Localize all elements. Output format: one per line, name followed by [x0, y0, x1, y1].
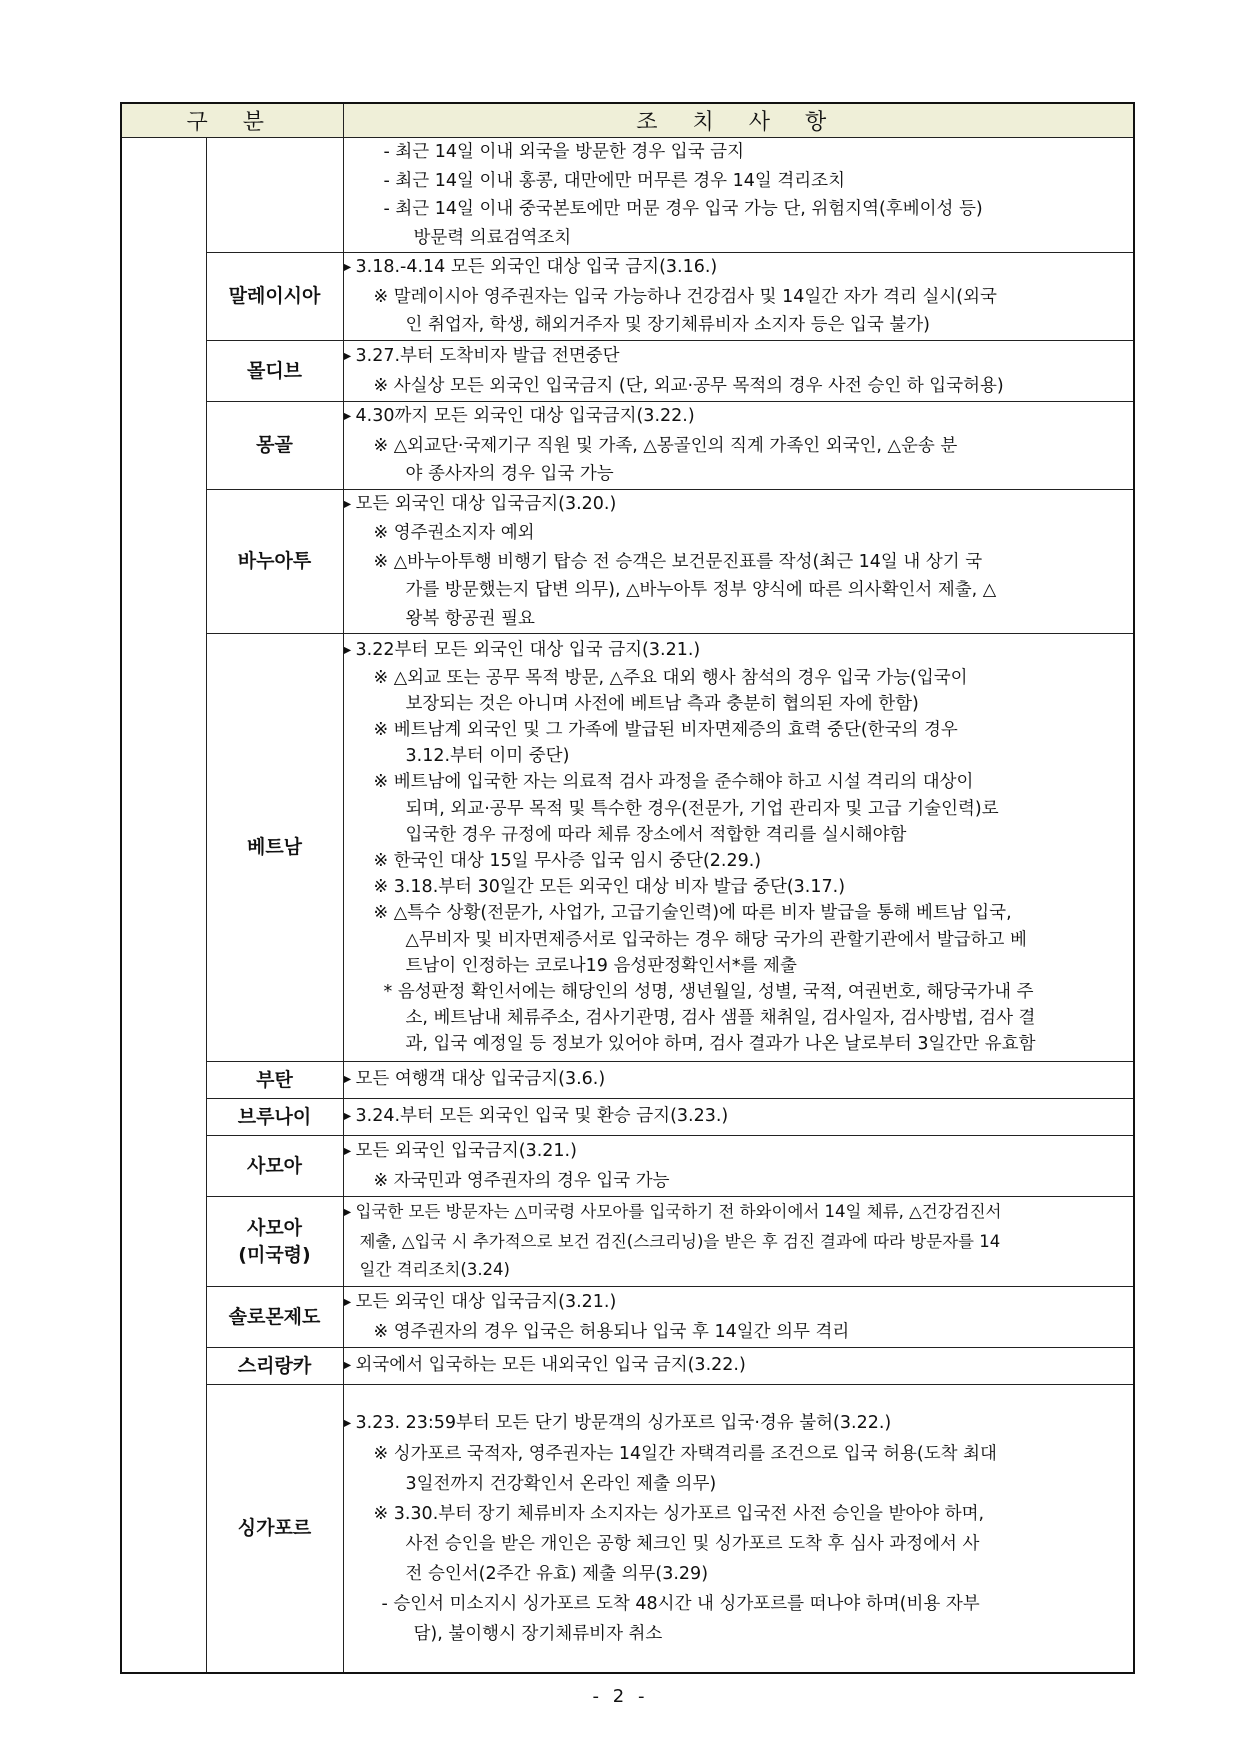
dash-line: - 최근 14일 이내 홍콩, 대만에만 머무른 경우 14일 격리조치 [383, 170, 845, 191]
continuation-line: 방문력 의료검역조치 [413, 227, 572, 248]
measure-line: 3.24.부터 모든 외국인 입국 및 환승 금지(3.23.) [355, 1106, 729, 1127]
country-cell: 사모아 (미국령) [206, 1197, 343, 1287]
note-line: ※ 싱가포르 국적자, 영주권자는 14일간 자택격리를 조건으로 입국 허용(도착 최대 [373, 1443, 997, 1464]
measure-line: 입국한 모든 방문자는 △미국령 사모아를 입국하기 전 하와이에서 14일 체류, △건강검진서 [355, 1202, 1002, 1222]
continuation-line: 과, 입국 예정일 등 정보가 있어야 하며, 검사 결과가 나온 날로부터 3일간만 유효함 [405, 1034, 1036, 1055]
triangle-bullet-icon: ▶ [343, 351, 352, 362]
measures-cell [343, 253, 1134, 341]
note-line: ※ 한국인 대상 15일 무사증 입국 임시 중단(2.29.) [373, 851, 762, 871]
measures-cell [343, 1136, 1134, 1197]
measure-line: 모든 외국인 입국금지(3.21.) [355, 1141, 577, 1161]
triangle-bullet-icon: ▶ [343, 1074, 352, 1086]
note-line: ※ 영주권소지자 예외 [373, 523, 535, 543]
table-row [121, 138, 1134, 253]
note-line: ※ 베트남에 입국한 자는 의료적 검사 과정을 준수해야 하고 시설 격리의 대상이 [373, 772, 974, 793]
footnote-line: * 음성판정 확인서에는 해당인의 성명, 생년월일, 성별, 국적, 여권번호, 해당국가내 주 [383, 982, 1034, 1003]
triangle-bullet-icon: ▶ [343, 1417, 352, 1429]
page-number: - 2 - [592, 1686, 649, 1707]
continuation-line: 보장되는 것은 아니며 사전에 베트남 측과 충분히 협의된 자에 한함) [405, 693, 919, 714]
continuation-line: 인 취업자, 학생, 해외거주자 및 장기체류비자 소지자 등은 입국 불가) [405, 315, 930, 336]
measures-cell [343, 1197, 1134, 1287]
measures-table [120, 102, 1135, 1674]
measures-cell [343, 138, 1134, 253]
continuation-line: 전 승인서(2주간 유효) 제출 의무(3.29) [405, 1563, 709, 1584]
table-row [121, 402, 1134, 490]
table-row [121, 1062, 1134, 1099]
triangle-bullet-icon: ▶ [343, 1360, 352, 1372]
country-cell: 브루나이 [206, 1099, 343, 1136]
country-cell [206, 138, 343, 253]
continuation-line: 사전 승인을 받은 개인은 공항 체크인 및 싱가포르 도착 후 심사 과정에서 사 [405, 1533, 980, 1554]
continuation-line: 제출, △입국 시 추가적으로 보건 검진(스크리닝)을 받은 후 검진 결과에 따라 방문자를 14 [359, 1231, 1001, 1251]
table-row [121, 1348, 1134, 1385]
country-cell: 몽골 [206, 402, 343, 490]
measures-cell [343, 402, 1134, 490]
continuation-line: 3일전까지 건강확인서 온라인 제출 의무) [405, 1473, 717, 1494]
triangle-bullet-icon: ▶ [343, 1146, 352, 1157]
triangle-bullet-icon: ▶ [343, 262, 352, 274]
country-cell: 몰디브 [206, 341, 343, 402]
country-cell: 바누아투 [206, 489, 343, 634]
dash-line: - 최근 14일 이내 외국을 방문한 경우 입국 금지 [383, 142, 744, 162]
table-row [121, 1136, 1134, 1197]
measure-line: 모든 외국인 대상 입국금지(3.21.) [355, 1292, 617, 1312]
header-category: 구 분 [121, 103, 343, 138]
table-row [121, 1197, 1134, 1287]
measure-line: 3.23. 23:59부터 모든 단기 방문객의 싱가포르 입국·경유 불허(3.22.) [355, 1412, 892, 1433]
region-cell [121, 138, 206, 1673]
continuation-line: 일간 격리조치(3.24) [359, 1260, 510, 1280]
note-line: ※ 영주권자의 경우 입국은 허용되나 입국 후 14일간 의무 격리 [373, 1321, 850, 1342]
note-line: ※ △외교단·국제기구 직원 및 가족, △몽골인의 직계 가족인 외국인, △운송 분 [373, 435, 958, 456]
continuation-line: 트남이 인정하는 코로나19 음성판정확인서*를 제출 [405, 955, 797, 976]
table-row [121, 1385, 1134, 1673]
measures-cell [343, 1385, 1134, 1673]
measure-line: 모든 여행객 대상 입국금지(3.6.) [355, 1069, 606, 1090]
continuation-line: 담), 불이행시 장기체류비자 취소 [413, 1623, 663, 1644]
country-cell: 사모아 [206, 1136, 343, 1197]
measures-cell [343, 1348, 1134, 1385]
measures-cell [343, 1287, 1134, 1348]
table-row [121, 489, 1134, 634]
note-line: ※ 말레이시아 영주권자는 입국 가능하나 건강검사 및 14일간 자가 격리 실시(외국 [373, 286, 997, 307]
note-line: ※ △바누아투행 비행기 탑승 전 승객은 보건문진표를 작성(최근 14일 내 상기 국 [373, 551, 983, 572]
dash-line: - 승인서 미소지시 싱가포르 도착 48시간 내 싱가포르를 떠나야 하며(비용 자부 [381, 1593, 980, 1614]
dash-line: - 최근 14일 이내 중국본토에만 머문 경우 입국 가능 단, 위험지역(후베이성 등) [383, 199, 983, 219]
note-line: ※ 사실상 모든 외국인 입국금지 (단, 외교·공무 목적의 경우 사전 승인 하 입국허용) [373, 375, 1004, 396]
measure-line: 3.22부터 모든 외국인 대상 입국 금지(3.21.) [355, 640, 701, 661]
country-cell: 베트남 [206, 634, 343, 1062]
country-cell: 부탄 [206, 1062, 343, 1099]
continuation-line: 가를 방문했는지 답변 의무), △바누아투 정부 양식에 따른 의사확인서 제출, △ [405, 580, 997, 600]
triangle-bullet-icon: ▶ [343, 1207, 352, 1219]
country-cell: 솔로몬제도 [206, 1287, 343, 1348]
measures-cell [343, 489, 1134, 634]
measures-cell [343, 634, 1134, 1062]
measures-cell [343, 1062, 1134, 1099]
measure-line: 3.27.부터 도착비자 발급 전면중단 [355, 346, 620, 366]
measure-line: 4.30까지 모든 외국인 대상 입국금지(3.22.) [355, 406, 695, 426]
table-row [121, 341, 1134, 402]
continuation-line: 야 종사자의 경우 입국 가능 [405, 464, 614, 484]
country-cell: 싱가포르 [206, 1385, 343, 1673]
measures-cell [343, 341, 1134, 402]
table-header-row [121, 103, 1134, 138]
country-cell: 스리랑카 [206, 1348, 343, 1385]
triangle-bullet-icon: ▶ [343, 1297, 352, 1308]
table-row [121, 1099, 1134, 1136]
triangle-bullet-icon: ▶ [343, 1111, 352, 1123]
note-line: ※ 베트남계 외국인 및 그 가족에 발급된 비자면제증의 효력 중단(한국의 경우 [373, 719, 958, 740]
continuation-line: 되며, 외교·공무 목적 및 특수한 경우(전문가, 기업 관리자 및 고급 기술인력)로 [405, 798, 999, 819]
continuation-line: 소, 베트남내 체류주소, 검사기관명, 검사 샘플 채취일, 검사일자, 검사방법, 검사 결 [405, 1008, 1036, 1029]
triangle-bullet-icon: ▶ [343, 411, 352, 422]
continuation-line: 왕복 항공권 필요 [405, 608, 535, 629]
continuation-line: 3.12.부터 이미 중단) [405, 746, 570, 767]
note-line: ※ 3.30.부터 장기 체류비자 소지자는 싱가포르 입국전 사전 승인을 받아야 하며, [373, 1503, 985, 1524]
measure-line: 외국에서 입국하는 모든 내외국인 입국 금지(3.22.) [355, 1355, 746, 1376]
header-measures: 조 치 사 항 [343, 103, 1134, 138]
measure-line: 3.18.-4.14 모든 외국인 대상 입국 금지(3.16.) [355, 257, 718, 278]
country-cell: 말레이시아 [206, 253, 343, 341]
triangle-bullet-icon: ▶ [343, 645, 352, 657]
table-row [121, 1287, 1134, 1348]
note-line: ※ 3.18.부터 30일간 모든 외국인 대상 비자 발급 중단(3.17.) [373, 877, 846, 898]
note-line: ※ △특수 상황(전문가, 사업가, 고급기술인력)에 따른 비자 발급을 통해 베트남 입국, [373, 903, 1012, 924]
measure-line: 모든 외국인 대상 입국금지(3.20.) [355, 493, 617, 514]
note-line: ※ 자국민과 영주권자의 경우 입국 가능 [373, 1170, 670, 1191]
measures-cell [343, 1099, 1134, 1136]
continuation-line: 입국한 경우 규정에 따라 체류 장소에서 적합한 격리를 실시해야함 [405, 824, 907, 845]
triangle-bullet-icon: ▶ [343, 498, 352, 510]
continuation-line: △무비자 및 비자면제증서로 입국하는 경우 해당 국가의 관할기관에서 발급하고 베 [405, 929, 1027, 950]
table-row [121, 634, 1134, 1062]
table-row [121, 253, 1134, 341]
note-line: ※ △외교 또는 공무 목적 방문, △주요 대외 행사 참석의 경우 입국 가능(입국이 [373, 667, 968, 688]
